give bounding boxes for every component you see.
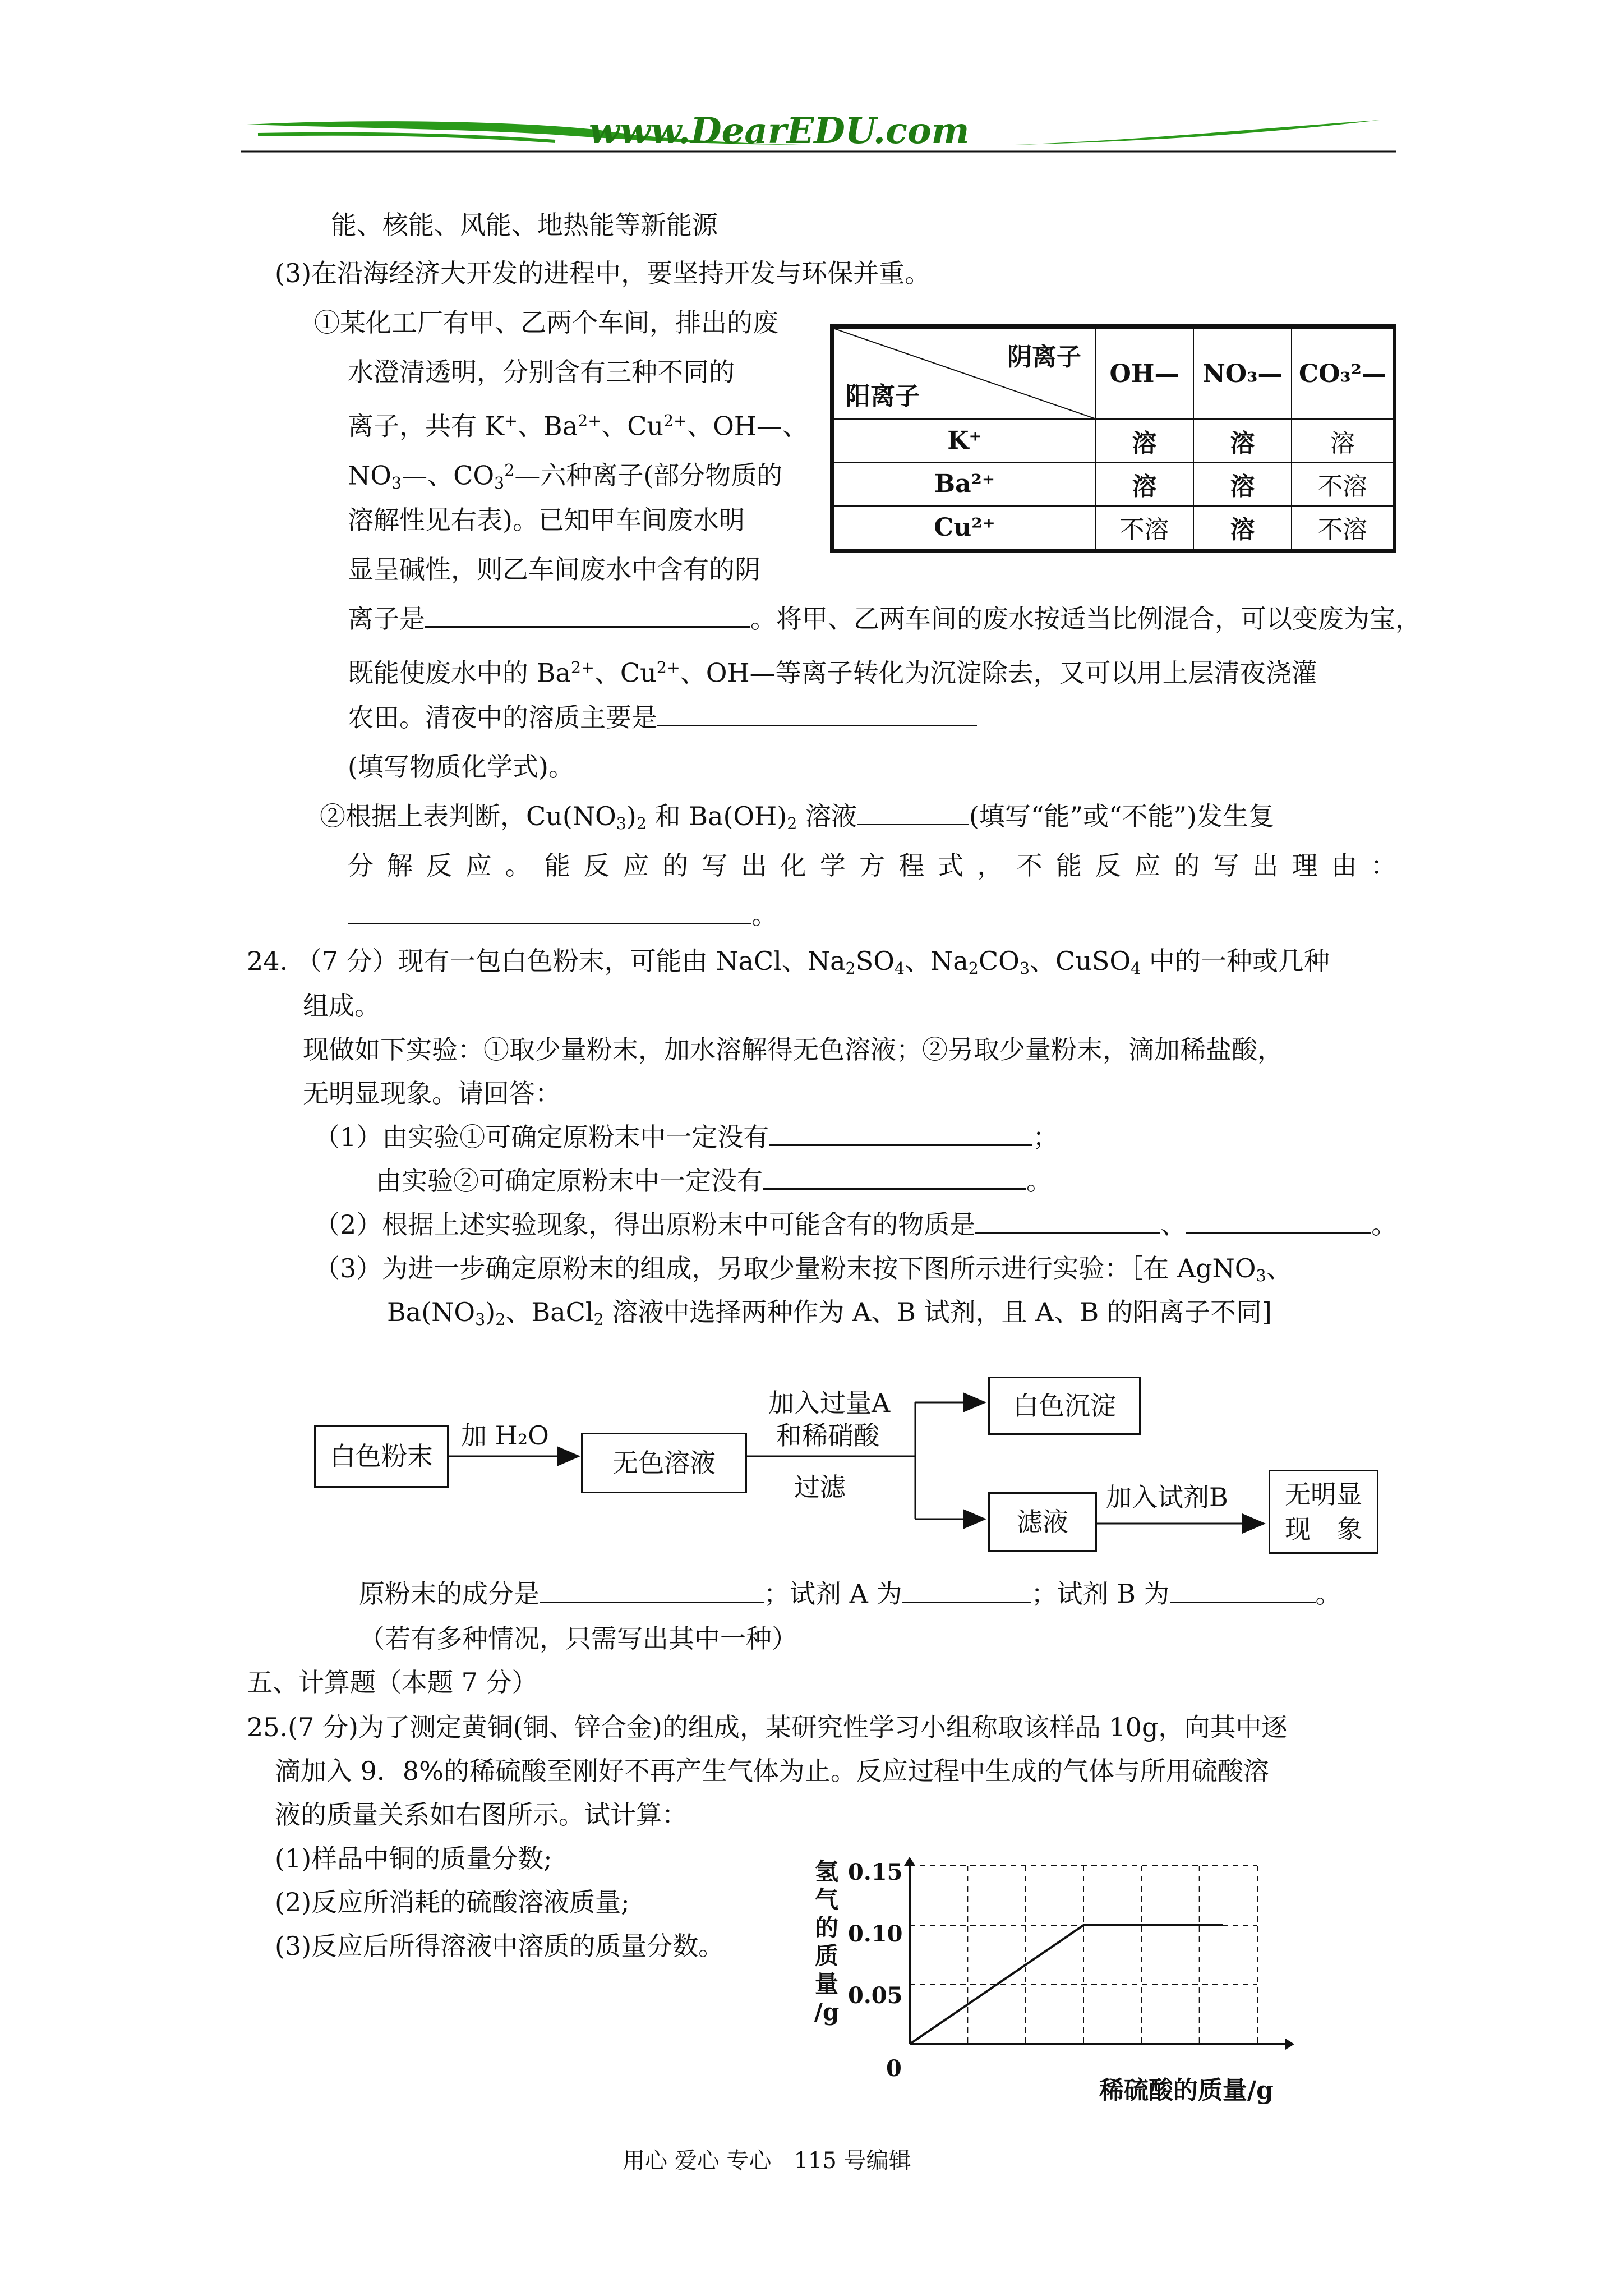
q25-q1: (1)样品中铜的质量分数; [275,1843,552,1874]
y-tick-label: 0.10 [848,1921,903,1947]
flow-label-add-b: 加入试剂B [1106,1482,1228,1512]
cation-header: 阳离子 [846,382,920,411]
q23-sub1-line3: 离子，共有 K+、$Ba^{2+}$、$Cu^{2+}$、OH—、 [348,411,808,441]
q24-line4: 无明显现象。请回答： [303,1078,561,1108]
q25-q2: (2)反应所消耗的硫酸溶液质量; [275,1887,630,1917]
q24-answer-line: 原粉末的成分是 ；试剂 A 为 ；试剂 B 为 。 [359,1576,1341,1611]
answer-blank-reagent-b[interactable] [1170,1577,1316,1603]
y-tick-label: 0.05 [848,1982,903,2009]
q25-line2: 滴加入 9．8%的稀硫酸至刚好不再产生气体为止。反应过程中生成的气体与所用硫酸溶 [275,1756,1269,1786]
table-cell: 溶 [1292,419,1394,462]
answer-blank-reagent-a[interactable] [902,1577,1031,1603]
q23-sub1-line7: 离子是 。将甲、乙两车间的废水按适当比例混合，可以变废为宝， [348,601,1421,636]
anion-header: 阴离子 [1007,343,1081,371]
row-header-k: K⁺ [834,419,1095,462]
q24-line1: 24. （7 分）现有一包白色粉末，可能由 NaCl、$Na_2SO_4$、$Na_2CO_3$、CuSO$_4$ 中的一种或几种 [247,946,1330,978]
table-cell: 不溶 [1292,506,1394,549]
q24-part1a: （1）由实验①可确定原粉末中一定没有 ； [314,1120,1058,1154]
flow-box-white-powder: 白色粉末 [314,1425,449,1488]
section5-title: 五、计算题（本题 7 分） [247,1667,538,1697]
q23-sub1-line4: $NO_3—$、$CO_3^2—$六种离子(部分物质的 [348,460,783,493]
q23-sub1-line6: 显呈碱性，则乙车间废水中含有的阴 [348,554,760,585]
y-tick-label: 0.15 [848,1859,903,1885]
flow-label-add-a-line2: 和稀硝酸 [776,1420,879,1451]
col-header-no3: NO₃— [1193,328,1292,419]
chart-plot-area [897,1857,1301,2070]
flow-box-white-precipitate: 白色沉淀 [988,1377,1141,1435]
flow-box-filtrate: 滤液 [988,1492,1097,1552]
q23-sub1-line9: 农田。清夜中的溶质主要是 [348,700,977,735]
table-cell: 溶 [1193,506,1292,549]
q25-q3: (3)反应后所得溶液中溶质的质量分数。 [275,1931,725,1961]
q24-line3: 现做如下实验：①取少量粉末，加水溶解得无色溶液；②另取少量粉末，滴加稀盐酸， [303,1034,1283,1065]
table-cell: 溶 [1193,419,1292,462]
col-header-oh: OH— [1095,328,1193,419]
q23-sub1-line5: 溶解性见右表)。已知甲车间废水明 [348,505,745,535]
q24-part3-line2: $Ba(NO_3)_2$、BaCl$_2$ 溶液中选择两种作为 A、B 试剂，且 A、B 的阳离子不同] [387,1297,1272,1329]
x-axis-arrow [1285,2039,1294,2050]
table-cell: 溶 [1095,419,1193,462]
header-site-title: www.DearEDU.com [589,110,970,152]
origin-label: 0 [886,2055,902,2082]
flow-label-filter: 过滤 [794,1472,846,1502]
q23-continuation: 能、核能、风能、地热能等新能源 [331,210,718,240]
q24-part1b: 由实验②可确定原粉末中一定没有 。 [376,1163,1052,1198]
table-cell: 溶 [1095,462,1193,505]
q23-sub2-line3: 。 [348,898,777,932]
table-cell: 溶 [1193,462,1292,505]
q24-part2: （2）根据上述实验现象，得出原粉末中可能含有的物质是 、 。 [314,1207,1397,1242]
flow-label-add-water: 加 H₂O [461,1420,549,1451]
q23-part3-title: (3)在沿海经济大开发的进程中，要坚持开发与环保并重。 [275,258,931,288]
q23-sub1-line10: (填写物质化学式)。 [348,752,574,782]
chart-x-label: 稀硫酸的质量/g [1099,2076,1274,2105]
flow-box-colorless-solution: 无色溶液 [581,1433,747,1493]
q24-part3-line1: （3）为进一步确定原粉末的组成，另取少量粉末按下图所示进行实验：［在 AgNO$_3$、 [314,1253,1292,1286]
page-footer: 用心 爱心 专心 115 号编辑 [623,2148,911,2174]
answer-blank-composition[interactable] [540,1577,764,1603]
table-cell: 不溶 [1095,506,1193,549]
q23-sub1-line2: 水澄清透明，分别含有三种不同的 [348,357,735,387]
row-header-ba: Ba²⁺ [834,462,1095,505]
col-header-co3: CO₃²— [1292,328,1394,419]
q25-line3: 液的质量关系如右图所示。试计算： [275,1800,688,1830]
q23-sub1-line1: ①某化工厂有甲、乙两个车间，排出的废 [314,307,778,338]
flow-label-add-a-line1: 加入过量A [768,1388,891,1418]
q24-line2: 组成。 [303,991,380,1021]
q25-line1: 25.(7 分)为了测定黄铜(铜、锌合金)的组成，某研究性学习小组称取该样品 10g，向其中逐 [247,1712,1288,1742]
q23-sub2-line2: 分解反应。能反应的写出化学方程式，不能反应的写出理由： [348,850,1396,881]
y-axis-arrow [904,1857,915,1866]
q23-sub1-line8: 既能使废水中的 $Ba^{2+}$、$Cu^{2+}$、OH—等离子转化为沉淀除去，又可以用上层清夜浇灌 [348,657,1317,688]
row-header-cu: Cu²⁺ [834,506,1095,549]
flow-box-no-phenomenon: 无明显 现 象 [1269,1470,1378,1554]
q23-sub2-line1: ②根据上表判断，$Cu(NO_3)_2$ 和 $Ba(OH)_2$ 溶液 (填写“能”或“不能”)发生复 [320,799,1274,841]
table-cell: 不溶 [1292,462,1394,505]
q24-note: （若有多种情况，只需写出其中一种） [359,1623,797,1654]
chart-y-label: 氢 气 的 质 量 /g [814,1858,840,2026]
